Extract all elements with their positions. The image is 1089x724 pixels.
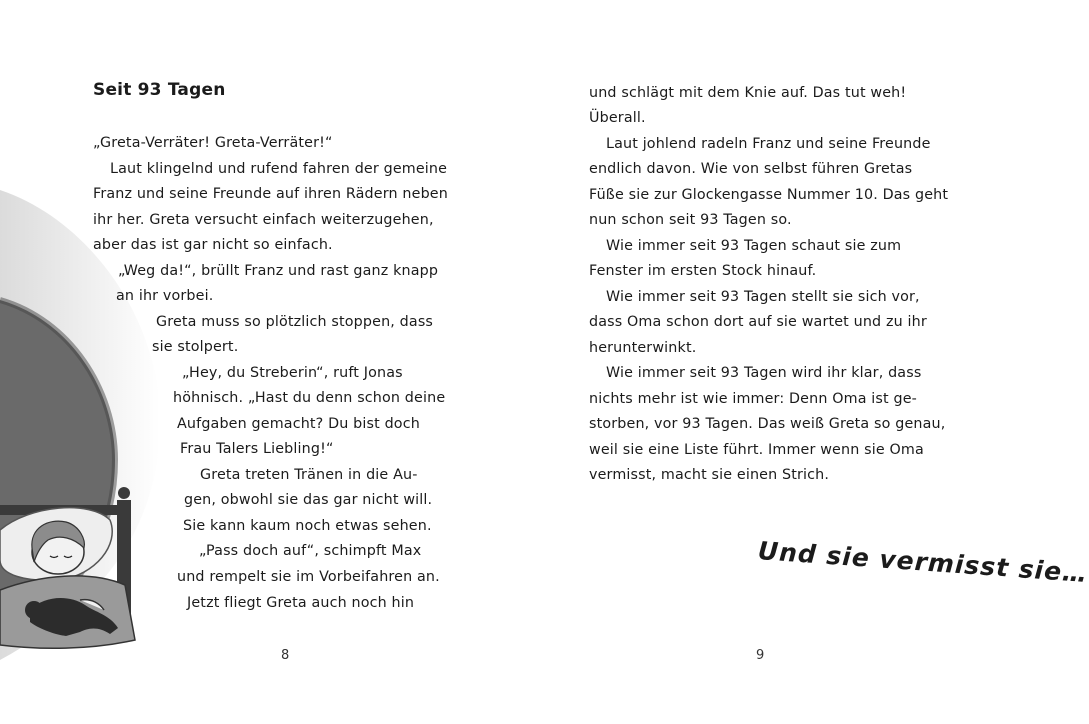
text-line: herunterwinkt.	[589, 340, 697, 356]
text-line: nichts mehr ist wie immer: Denn Oma ist ge-	[589, 391, 917, 407]
text-line: dass Oma schon dort auf sie wartet und zu ihr	[589, 314, 927, 330]
text-line: aber das ist gar nicht so einfach.	[93, 237, 333, 253]
text-line: Sie kann kaum noch etwas sehen.	[183, 518, 432, 534]
text-line: „Weg da!“, brüllt Franz und rast ganz knapp	[118, 263, 439, 279]
text-line: Aufgaben gemacht? Du bist doch	[177, 416, 420, 432]
text-line: nun schon seit 93 Tagen so.	[589, 212, 792, 228]
text-line: Laut klingelnd und rufend fahren der gemeine	[110, 161, 448, 177]
text-line: Laut johlend radeln Franz und seine Freunde	[606, 136, 931, 152]
text-line: „Pass doch auf“, schimpft Max	[199, 543, 422, 559]
text-line: „Hey, du Streberin“, ruft Jonas	[182, 365, 403, 381]
text-line: sie stolpert.	[152, 339, 239, 355]
text-line: und schlägt mit dem Knie auf. Das tut weh!	[589, 85, 907, 101]
text-line: Frau Talers Liebling!“	[180, 441, 334, 457]
text-line: vermisst, macht sie einen Strich.	[589, 467, 830, 483]
text-line: Überall.	[589, 110, 646, 126]
text-line: Franz und seine Freunde auf ihren Rädern neben	[93, 186, 448, 202]
text-line: endlich davon. Wie von selbst führen Gretas	[589, 161, 913, 177]
text-line: Greta muss so plötzlich stoppen, dass	[156, 314, 434, 330]
text-line: Füße sie zur Glockengasse Nummer 10. Das geht	[589, 187, 949, 203]
text-line: „Greta-Verräter! Greta-Verräter!“	[93, 135, 333, 151]
text-line: storben, vor 93 Tagen. Das weiß Greta so genau,	[589, 416, 946, 432]
page-number-right: 9	[756, 648, 765, 663]
text-line: ihr her. Greta versucht einfach weiterzugehen,	[93, 212, 434, 228]
illustration-girl-sleeping	[0, 0, 520, 724]
text-line: Wie immer seit 93 Tagen schaut sie zum	[606, 238, 902, 254]
text-line: und rempelt sie im Vorbeifahren an.	[177, 569, 440, 585]
page-number-left: 8	[281, 648, 290, 663]
text-line: Greta treten Tränen in die Au-	[200, 467, 418, 483]
handwritten-caption: Und sie vermisst sie…	[756, 536, 1089, 589]
text-line: höhnisch. „Hast du denn schon deine	[173, 390, 446, 406]
text-line: Wie immer seit 93 Tagen stellt sie sich vor,	[606, 289, 920, 305]
text-line: gen, obwohl sie das gar nicht will.	[184, 492, 433, 508]
text-line: an ihr vorbei.	[116, 288, 214, 304]
text-line: weil sie eine Liste führt. Immer wenn sie Oma	[589, 442, 924, 458]
text-line: Jetzt fliegt Greta auch noch hin	[187, 595, 415, 611]
chapter-title: Seit 93 Tagen	[93, 80, 226, 100]
text-line: Wie immer seit 93 Tagen wird ihr klar, dass	[606, 365, 922, 381]
text-line: Fenster im ersten Stock hinauf.	[589, 263, 817, 279]
